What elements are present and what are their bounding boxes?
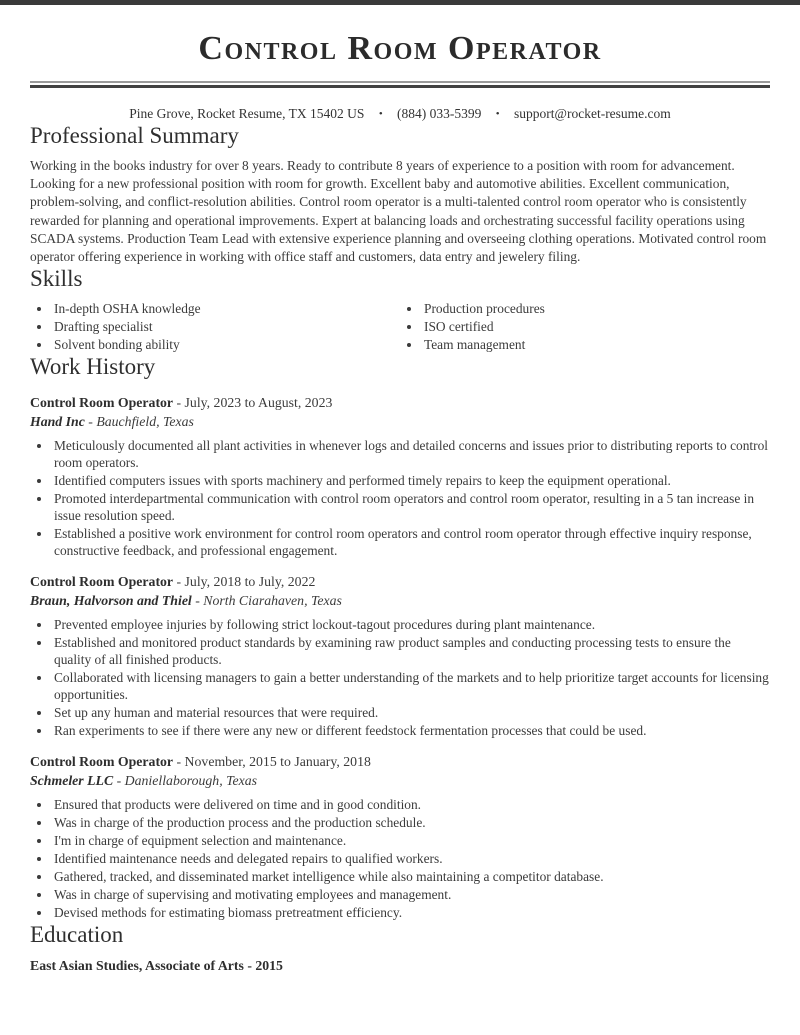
job-title-line xyxy=(30,572,770,591)
skill-item: • Team management xyxy=(422,336,770,354)
contact-separator-dot: • xyxy=(495,108,500,120)
skills-columns xyxy=(30,300,770,354)
contact-location: Pine Grove, Rocket Resume, TX 15402 US xyxy=(129,106,365,121)
job-bullet: • Identified maintenance needs and delegated repairs to qualified workers. xyxy=(52,850,770,867)
job-bullet: • Meticulously documented all plant activities in whenever logs and detailed concerns and issues prior to distributing reports to control room operators. xyxy=(52,437,770,471)
job-bullet-list xyxy=(30,616,770,739)
job-title: Control Room Operator xyxy=(30,395,174,411)
job-company-line xyxy=(30,771,770,790)
section-heading-work-history: Work History xyxy=(30,354,156,380)
job-dates: - July, 2023 to August, 2023 xyxy=(176,395,333,411)
job-bullet: • Ensured that products were delivered on time and in good condition. xyxy=(52,796,770,813)
job-company: Braun, Halvorson and Thiel xyxy=(30,593,192,609)
skill-item: • Drafting specialist xyxy=(52,318,400,336)
job-bullet: • Established and monitored product standards by examining raw product samples and conducting processing tests to ensure the quality of all finished products. xyxy=(52,634,770,668)
professional-summary-text: Working in the books industry for over 8 years. Ready to contribute 8 years of experience to a position with room for advancement. Looking for a new professional position with room for growth. Excellent baby and automotive abilities. Excellent communication, problem-solving, and conflict-resolution abilities. Control room operator is a multi-talented control room operator who is consistently rewarded for planning and operational improvements. Expert at balancing loads and orchestrating successful facility operations using SCADA systems. Production Team Lead with extensive experience planning and overseeing clothing operations. Motivated control room operator offering experience in working with office staff and customers, data entry and jewelery filing. xyxy=(30,158,767,265)
job-entry xyxy=(30,572,770,739)
skills-list-left xyxy=(30,300,400,354)
job-location: - Bauchfield, Texas xyxy=(88,414,194,430)
job-company-line xyxy=(30,591,770,610)
job-bullet: • Set up any human and material resources that were required. xyxy=(52,704,770,721)
job-bullet: • Gathered, tracked, and disseminated market intelligence while also maintaining a competitor database. xyxy=(52,868,770,885)
job-bullet: • Was in charge of supervising and motivating employees and management. xyxy=(52,886,770,903)
job-company: Schmeler LLC xyxy=(30,773,114,789)
job-dates: - November, 2015 to January, 2018 xyxy=(176,754,371,770)
job-company: Hand Inc xyxy=(30,414,85,430)
contact-email: support@rocket-resume.com xyxy=(514,106,671,121)
job-bullet-list xyxy=(30,796,770,921)
job-title: Control Room Operator xyxy=(30,574,174,590)
section-heading-professional-summary: Professional Summary xyxy=(30,123,239,148)
skills-list-right xyxy=(400,300,770,354)
job-bullet: • Prevented employee injuries by following strict lockout-tagout procedures during plant maintenance. xyxy=(52,616,770,633)
section-heading-skills: Skills xyxy=(30,266,83,292)
job-company-line xyxy=(30,412,770,431)
skill-item: • Solvent bonding ability xyxy=(52,336,400,354)
job-bullet: • Promoted interdepartmental communication with control room operators and control room operator, resulting in a 5 tan increase in issue resolution speed. xyxy=(52,490,770,524)
job-bullet: • Identified computers issues with sports machinery and performed timely repairs to keep the equipment operational. xyxy=(52,472,770,489)
job-title-line xyxy=(30,752,770,771)
job-title-line xyxy=(30,393,770,412)
skill-item: • ISO certified xyxy=(422,318,770,336)
education-entry: East Asian Studies, Associate of Arts - 2015 xyxy=(30,958,283,974)
job-dates: - July, 2018 to July, 2022 xyxy=(176,574,316,590)
contact-separator-dot: • xyxy=(378,108,383,120)
resume-title: Control Room Operator xyxy=(198,30,602,67)
job-entry xyxy=(30,393,770,559)
section-heading-education: Education xyxy=(30,922,124,948)
job-location: - Daniellaborough, Texas xyxy=(116,773,258,789)
job-title: Control Room Operator xyxy=(30,754,174,770)
job-bullet: • Ran experiments to see if there were any new or different feedstock fermentation processes that could be used. xyxy=(52,722,770,739)
top-border-bar xyxy=(0,0,800,5)
job-bullet: • Devised methods for estimating biomass pretreatment efficiency. xyxy=(52,904,770,921)
skill-item: • In-depth OSHA knowledge xyxy=(52,300,400,318)
job-bullet: • Collaborated with licensing managers to gain a better understanding of the markets and to help prioritize target accounts for licensing opportunities. xyxy=(52,669,770,703)
job-bullet: • Established a positive work environment for control room operators and control room operator through effective inquiry response, constructive feedback, and professional engagement. xyxy=(52,525,770,559)
job-bullet: • Was in charge of the production process and the production schedule. xyxy=(52,814,770,831)
header-divider xyxy=(30,81,770,88)
contact-line xyxy=(0,105,800,123)
job-entry xyxy=(30,752,770,921)
job-bullet: • I'm in charge of equipment selection and maintenance. xyxy=(52,832,770,849)
job-location: - North Ciarahaven, Texas xyxy=(195,593,342,609)
job-bullet-list xyxy=(30,437,770,559)
contact-phone: (884) 033-5399 xyxy=(397,106,482,121)
skill-item: • Production procedures xyxy=(422,300,770,318)
